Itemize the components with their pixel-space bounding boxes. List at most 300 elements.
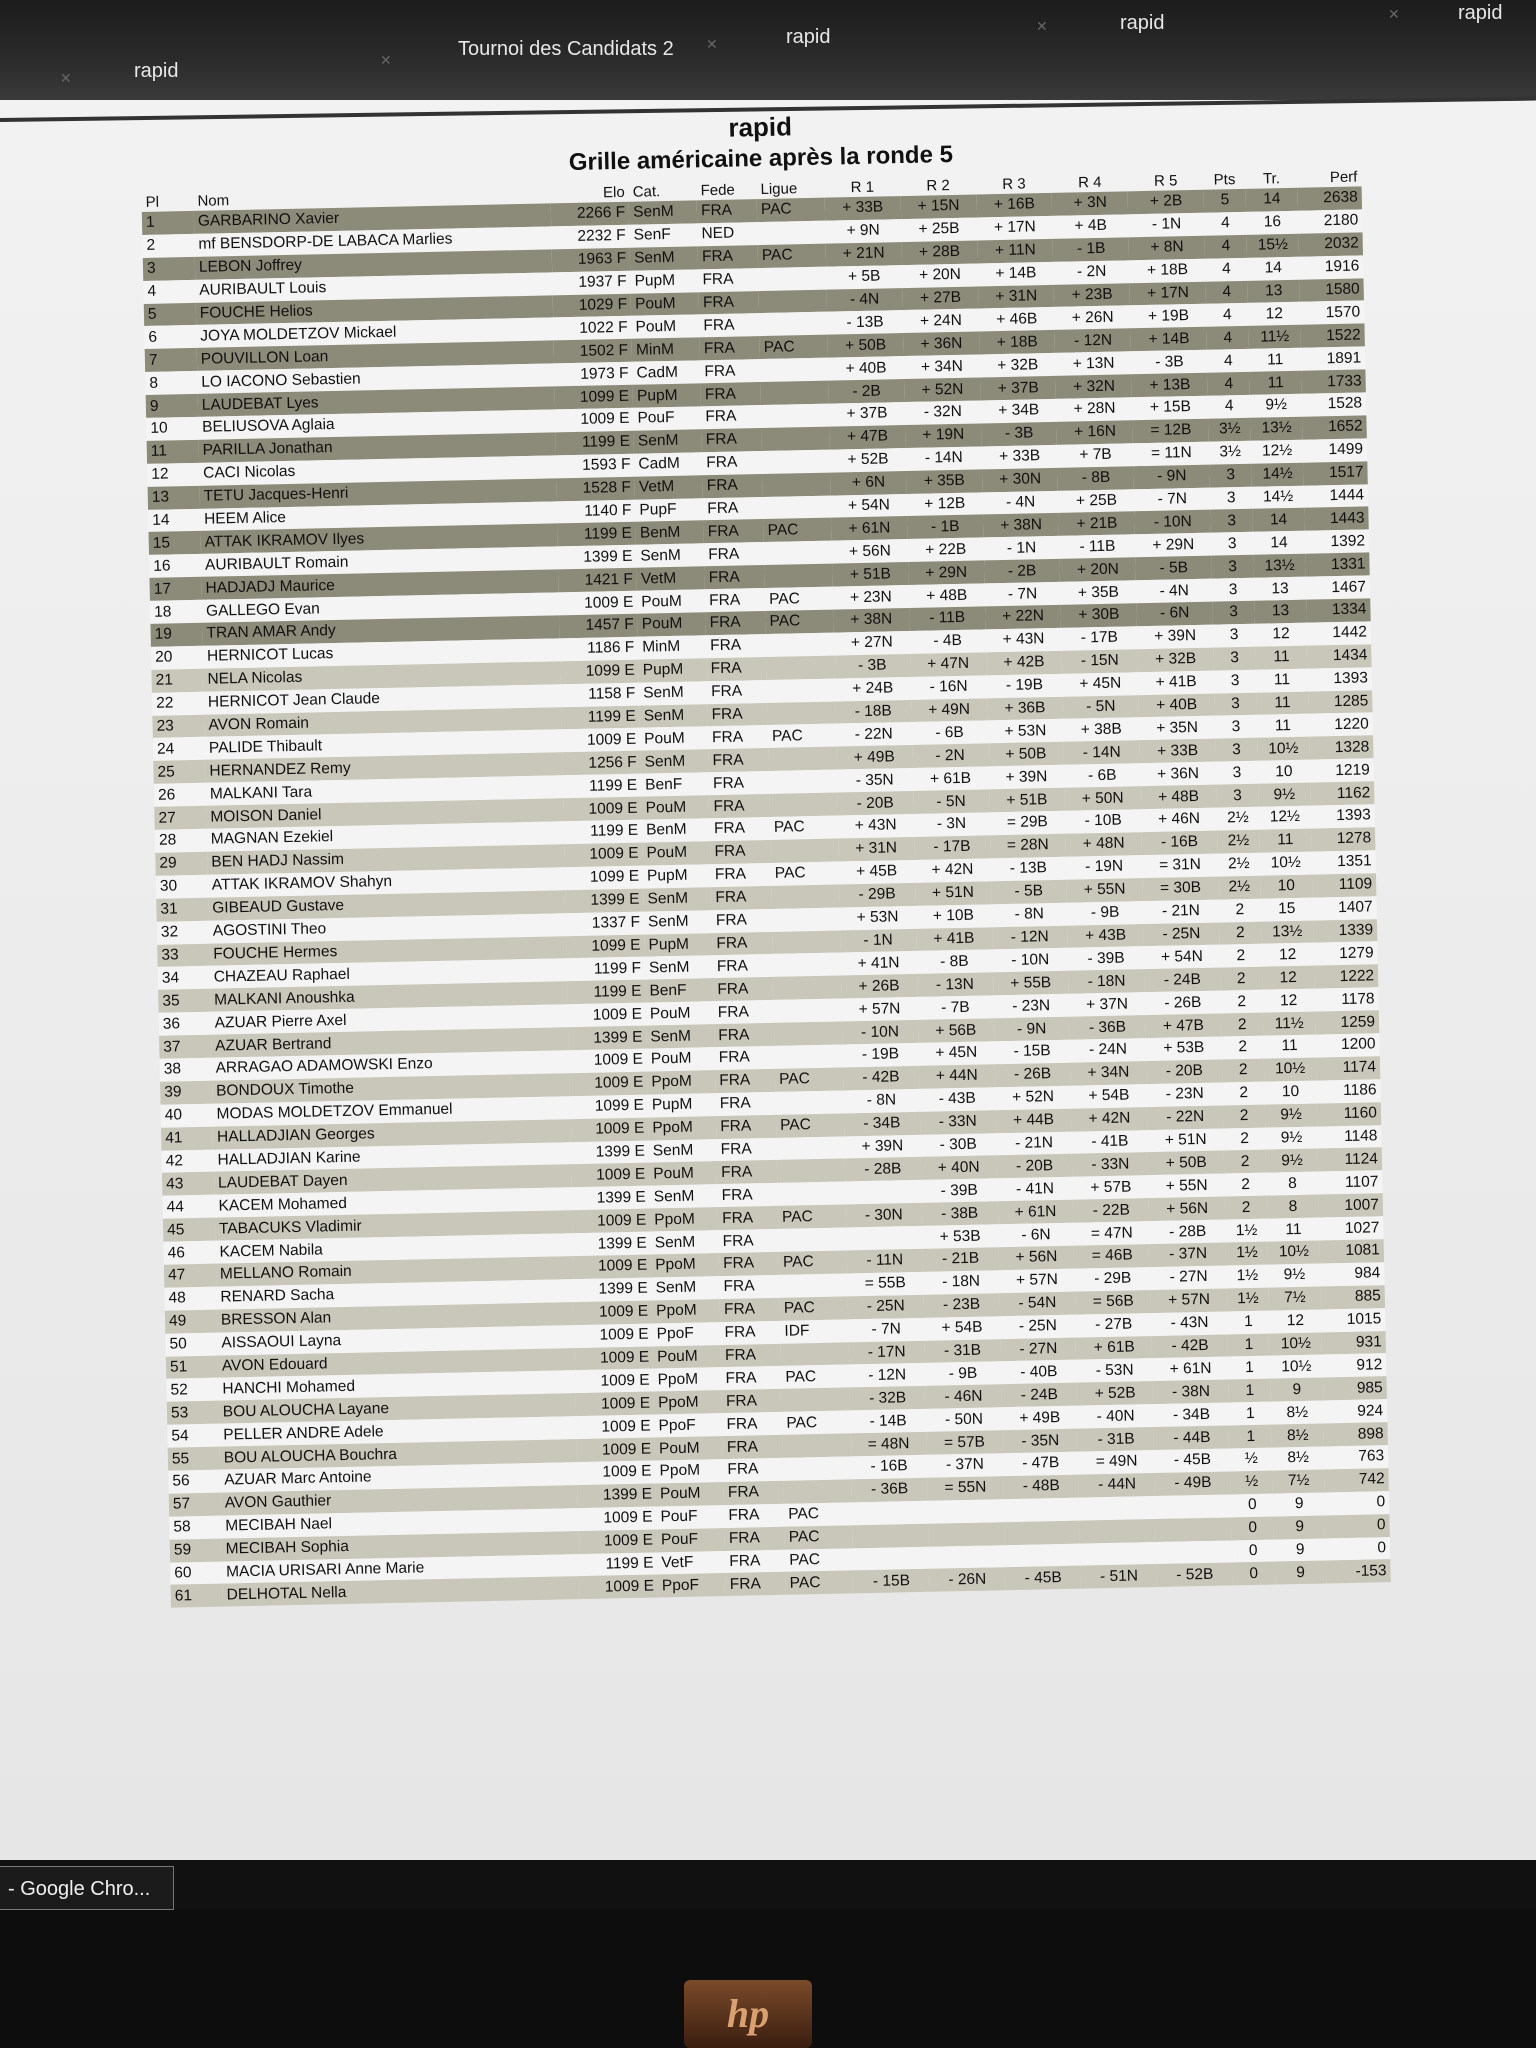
cell-r4: - 10B [1065, 809, 1141, 833]
cell-fede: FRA [699, 291, 759, 315]
cell-perf: 1186 [1316, 1079, 1380, 1103]
cell-r4: + 16N [1057, 420, 1133, 444]
cell-pl: 17 [149, 577, 201, 601]
cell-r3: - 21N [996, 1131, 1072, 1155]
cell-elo: 1099 E [570, 1094, 648, 1119]
cell-pts: 2 [1223, 1127, 1265, 1151]
cell-elo: 1937 F [553, 270, 631, 295]
cell-tr: 13 [1254, 577, 1306, 601]
cell-r4: - 15N [1062, 649, 1138, 673]
cell-elo: 1009 E [564, 843, 642, 868]
cell-elo: 1009 E [575, 1346, 653, 1371]
cell-r1: + 24B [835, 677, 911, 701]
cell-pl: 18 [150, 600, 202, 624]
cell-r2: + 61B [912, 767, 988, 791]
cell-pts: 0 [1233, 1562, 1275, 1586]
cell-pl: 46 [163, 1241, 215, 1265]
cell-cat: PpoM [651, 1253, 719, 1277]
cell-r4: - 24N [1070, 1038, 1146, 1062]
cell-pl: 55 [168, 1447, 220, 1471]
cell-nom: LAUDEBAT Dayen [214, 1165, 572, 1195]
cell-r3: + 61N [997, 1200, 1073, 1224]
cell-tr: 15½ [1247, 234, 1299, 258]
cell-fede: FRA [717, 1183, 777, 1207]
cell-fede: FRA [724, 1481, 784, 1505]
cell-cat: SenM [644, 910, 712, 934]
cell-nom: AGOSTINI Theo [209, 913, 567, 943]
cell-pts: 3 [1210, 486, 1252, 510]
cell-r2: - 16N [910, 675, 986, 699]
cell-r4: + 35B [1060, 580, 1136, 604]
cell-elo: 1199 E [579, 1552, 657, 1577]
cell-tr: 12 [1248, 302, 1300, 326]
cell-r4 [1080, 1542, 1156, 1566]
cell-pl: 61 [171, 1584, 223, 1608]
cell-perf: 2180 [1298, 209, 1362, 233]
cell-fede: FRA [703, 497, 763, 521]
cell-r3: + 38N [983, 513, 1059, 537]
cell-r2: + 47N [910, 652, 986, 676]
cell-elo: 1337 F [566, 911, 644, 936]
cell-pts: ½ [1230, 1448, 1272, 1472]
cell-r1: - 7N [848, 1317, 924, 1341]
cell-nom: CACI Nicolas [199, 455, 557, 485]
standings-table [141, 166, 1390, 1608]
cell-pts: 2 [1224, 1173, 1266, 1197]
cell-elo: 1199 E [564, 820, 642, 845]
cell-cat: SenM [649, 1139, 717, 1163]
cell-nom: AVON Edouard [218, 1348, 576, 1378]
cell-elo: 1399 E [558, 545, 636, 570]
cell-r2: - 30B [920, 1133, 996, 1157]
cell-r2: - 32N [905, 400, 981, 424]
cell-r3: - 24B [1001, 1383, 1077, 1407]
cell-r4: - 9B [1067, 901, 1143, 925]
cell-fede: FRA [705, 611, 765, 635]
cell-pts: 4 [1204, 212, 1246, 236]
cell-pl: 6 [144, 325, 196, 349]
cell-r4: + 23B [1054, 283, 1130, 307]
cell-r4: + 61B [1076, 1336, 1152, 1360]
document-subtitle: Grille américaine après la ronde 5 [568, 140, 954, 177]
cell-elo: 1009 E [575, 1323, 653, 1348]
cell-r4: - 5N [1063, 695, 1139, 719]
cell-r1: - 10N [842, 1020, 918, 1044]
taskbar-chrome-button[interactable]: - Google Chro... [0, 1866, 174, 1910]
cell-elo: 1009 E [569, 1049, 647, 1074]
cell-fede: FRA [719, 1275, 779, 1299]
cell-cat: SenM [634, 429, 702, 453]
cell-r4: + 13N [1055, 352, 1131, 376]
cell-r4: - 40N [1078, 1404, 1154, 1428]
cell-ligue [782, 1388, 850, 1412]
cell-r5: - 28B [1150, 1220, 1226, 1244]
cell-r4: - 33N [1072, 1153, 1148, 1177]
cell-pl: 11 [147, 440, 199, 464]
cell-pl: 10 [146, 417, 198, 441]
cell-tr: 12½ [1251, 440, 1303, 464]
cell-pl: 28 [155, 829, 207, 853]
cell-pl: 54 [167, 1424, 219, 1448]
cell-nom: BELIUSOVA Aglaia [198, 409, 556, 439]
cell-elo: 1099 E [565, 865, 643, 890]
cell-nom: MAGNAN Ezekiel [207, 821, 565, 851]
cell-nom: AURIBAULT Romain [201, 547, 559, 577]
cell-ligue: PAC [785, 1571, 853, 1595]
cell-nom: ATTAK IKRAMOV Shahyn [208, 867, 566, 897]
cell-pts: 3½ [1209, 418, 1251, 442]
cell-pts: 2 [1224, 1150, 1266, 1174]
cell-perf: 742 [1324, 1468, 1388, 1492]
cell-perf: 1393 [1311, 804, 1375, 828]
cell-fede: FRA [721, 1366, 781, 1390]
cell-cat: PpoF [658, 1573, 726, 1597]
cell-fede: FRA [719, 1252, 779, 1276]
cell-tr: 12 [1262, 989, 1314, 1013]
cell-r4: + 48N [1066, 832, 1142, 856]
cell-r2: + 48B [909, 584, 985, 608]
cell-nom: HERNICOT Lucas [203, 638, 561, 668]
cell-ligue: PAC [778, 1205, 846, 1229]
cell-perf: 763 [1324, 1445, 1388, 1469]
cell-nom: DELHOTAL Nella [222, 1577, 580, 1607]
cell-pl: 49 [165, 1309, 217, 1333]
cell-r1: - 30N [846, 1203, 922, 1227]
cell-r5: - 26B [1145, 991, 1221, 1015]
cell-cat: PpoM [650, 1207, 718, 1231]
cell-pts: 3 [1216, 784, 1258, 808]
cell-r1: + 45B [838, 860, 914, 884]
cell-nom: TETU Jacques-Henri [199, 478, 557, 508]
cell-pl: 38 [160, 1058, 212, 1082]
cell-r4: - 11B [1059, 535, 1135, 559]
cell-r3: - 5B [991, 879, 1067, 903]
cell-nom: KACEM Nabila [215, 1233, 573, 1263]
cell-fede: FRA [704, 542, 764, 566]
cell-pl: 13 [148, 486, 200, 510]
cell-fede: FRA [714, 1000, 774, 1024]
cell-pl: 59 [170, 1538, 222, 1562]
cell-r4: + 25B [1058, 489, 1134, 513]
cell-r5: + 32B [1138, 647, 1214, 671]
cell-r5: + 18B [1129, 258, 1205, 282]
cell-r4: - 29B [1075, 1267, 1151, 1291]
cell-r4: + 26N [1055, 306, 1131, 330]
cell-r2: - 9B [925, 1362, 1001, 1386]
cell-elo: 1399 E [565, 888, 643, 913]
cell-pl: 1 [142, 211, 194, 235]
column-header-cat: Cat. [632, 182, 661, 201]
cell-r2: + 36N [903, 332, 979, 356]
tab-close-icon[interactable]: ✕ [1036, 18, 1048, 34]
cell-r3: - 4N [982, 490, 1058, 514]
cell-r5: + 46N [1141, 808, 1217, 832]
cell-elo: 1009 E [568, 1003, 646, 1028]
cell-tr: 12 [1262, 943, 1314, 967]
cell-r3: + 56N [998, 1246, 1074, 1270]
cell-tr: 14½ [1251, 462, 1303, 486]
cell-pts: 3 [1210, 463, 1252, 487]
cell-r2: - 5N [913, 790, 989, 814]
cell-elo: 1009 E [571, 1163, 649, 1188]
cell-cat: SenM [639, 681, 707, 705]
cell-pts: 2½ [1217, 830, 1259, 854]
cell-nom: AZUAR Marc Antoine [220, 1462, 578, 1492]
cell-pts: 3 [1213, 624, 1255, 648]
cell-r2: - 6B [911, 721, 987, 745]
cell-r5: + 2B [1128, 190, 1204, 214]
cell-r1: + 37B [829, 402, 905, 426]
cell-r1: - 13B [827, 311, 903, 335]
cell-nom: FOUCHE Hermes [209, 936, 567, 966]
cell-r1 [845, 1180, 921, 1204]
cell-r2: + 22B [908, 538, 984, 562]
cell-perf: 985 [1323, 1376, 1387, 1400]
column-header-pts: Pts [1213, 170, 1236, 189]
cell-r5: - 34B [1153, 1403, 1229, 1427]
cell-elo: 1399 E [572, 1186, 650, 1211]
cell-ligue [761, 404, 829, 428]
cell-elo: 1399 E [568, 1026, 646, 1051]
cell-tr: 13½ [1261, 920, 1313, 944]
cell-pts: 4 [1208, 395, 1250, 419]
cell-cat: BenF [641, 772, 709, 796]
cell-r2: = 57B [926, 1430, 1002, 1454]
cell-ligue: PAC [780, 1296, 848, 1320]
cell-ligue [781, 1342, 849, 1366]
cell-ligue [769, 770, 837, 794]
cell-r4: + 28N [1056, 397, 1132, 421]
cell-r4: = 47N [1074, 1221, 1150, 1245]
cell-tr: 11½ [1249, 325, 1301, 349]
cell-perf: 1200 [1315, 1033, 1379, 1057]
cell-perf: 2032 [1299, 232, 1363, 256]
cell-nom: HALLADJIAN Georges [213, 1119, 571, 1149]
cell-r1: - 32B [850, 1386, 926, 1410]
cell-pts: 4 [1207, 326, 1249, 350]
cell-nom: GALLEGO Evan [202, 592, 560, 622]
cell-fede: FRA [718, 1206, 778, 1230]
cell-tr: 11 [1255, 645, 1307, 669]
cell-fede: FRA [699, 314, 759, 338]
cell-fede: FRA [697, 199, 757, 223]
cell-ligue [774, 1044, 842, 1068]
cell-r5: - 20B [1146, 1059, 1222, 1083]
cell-r5: + 13B [1132, 373, 1208, 397]
cell-cat: PouF [656, 1505, 724, 1529]
cell-nom: AZUAR Bertrand [211, 1027, 569, 1057]
cell-tr: 10½ [1257, 737, 1309, 761]
cell-elo: 1009 E [562, 728, 640, 753]
cell-tr: 14 [1252, 508, 1304, 532]
cell-pl: 58 [169, 1515, 221, 1539]
cell-pts: 3 [1216, 761, 1258, 785]
cell-perf: 0 [1325, 1514, 1389, 1538]
cell-pts: 2 [1219, 898, 1261, 922]
cell-fede: FRA [720, 1320, 780, 1344]
cell-r5: - 25N [1143, 922, 1219, 946]
cell-tr: 10½ [1268, 1241, 1320, 1265]
cell-r1: + 50B [827, 333, 903, 357]
tab-rapid-1[interactable]: rapid [134, 60, 179, 82]
cell-cat: SenM [651, 1230, 719, 1254]
cell-elo: 1009 E [576, 1415, 654, 1440]
cell-r1: + 56N [832, 539, 908, 563]
cell-r3 [1004, 1497, 1080, 1521]
cell-fede: FRA [725, 1549, 785, 1573]
cell-r3: - 27N [1000, 1337, 1076, 1361]
tab-tournoi-des-candidats[interactable]: Tournoi des Candidats 2 [458, 38, 674, 60]
cell-r2: + 10B [915, 904, 991, 928]
cell-pts: 2 [1223, 1104, 1265, 1128]
cell-perf: 984 [1320, 1262, 1384, 1286]
cell-r1: + 49B [836, 745, 912, 769]
cell-r5: - 6N [1137, 602, 1213, 626]
cell-r4: = 56B [1075, 1290, 1151, 1314]
cell-pts: 4 [1205, 258, 1247, 282]
cell-tr: 11 [1267, 1218, 1319, 1242]
cell-r1: - 14B [850, 1409, 926, 1433]
cell-perf: 1916 [1299, 255, 1363, 279]
cell-ligue [772, 930, 840, 954]
cell-fede: FRA [701, 382, 761, 406]
cell-fede: FRA [700, 336, 760, 360]
cell-cat: PupM [644, 933, 712, 957]
cell-r1: - 2B [828, 379, 904, 403]
cell-r2: + 25B [901, 217, 977, 241]
cell-perf: 1259 [1315, 1010, 1379, 1034]
cell-tr: 9 [1274, 1515, 1326, 1539]
cell-elo: 1502 F [554, 339, 632, 364]
cell-r1: + 40B [828, 356, 904, 380]
cell-fede: FRA [718, 1229, 778, 1253]
cell-elo: 1399 E [574, 1277, 652, 1302]
tab-rapid-3[interactable]: rapid [1120, 12, 1165, 34]
cell-fede: FRA [702, 428, 762, 452]
cell-r2: + 12B [907, 492, 983, 516]
cell-perf: 1178 [1314, 987, 1378, 1011]
cell-r3: + 52N [995, 1085, 1071, 1109]
cell-elo: 1186 F [560, 637, 638, 662]
cell-nom: HANCHI Mohamed [218, 1371, 576, 1401]
cell-pl: 12 [147, 463, 199, 487]
cell-pts: 3 [1211, 555, 1253, 579]
cell-pts: 3 [1213, 647, 1255, 671]
cell-perf: 1279 [1313, 942, 1377, 966]
cell-cat: PouM [637, 589, 705, 613]
cell-cat: PpoF [654, 1413, 722, 1437]
cell-pl: 60 [170, 1561, 222, 1585]
cell-cat: SenM [639, 704, 707, 728]
cell-perf: 1148 [1317, 1125, 1381, 1149]
cell-r3: - 26B [994, 1063, 1070, 1087]
cell-r1: = 55B [847, 1272, 923, 1296]
cell-r3: - 13B [990, 857, 1066, 881]
cell-r4: + 38B [1063, 718, 1139, 742]
cell-r3: + 57N [999, 1269, 1075, 1293]
cell-nom: ATTAK IKRAMOV Ilyes [200, 524, 558, 554]
cell-cat: PpoF [652, 1322, 720, 1346]
cell-pts: 0 [1232, 1516, 1274, 1540]
cell-r1: - 16B [851, 1455, 927, 1479]
cell-ligue [766, 633, 834, 657]
cell-r2: = 55N [927, 1476, 1003, 1500]
cell-pts: 2 [1221, 1013, 1263, 1037]
cell-r5: = 30B [1142, 876, 1218, 900]
cell-r5: - 21N [1143, 899, 1219, 923]
tab-rapid-2[interactable]: rapid [786, 26, 831, 48]
cell-pl: 14 [148, 508, 200, 532]
cell-ligue: PAC [785, 1525, 853, 1549]
cell-r1: - 42B [843, 1066, 919, 1090]
cell-r1: - 20B [837, 791, 913, 815]
cell-nom: AZUAR Pierre Axel [210, 1004, 568, 1034]
cell-elo: 1099 E [561, 659, 639, 684]
cell-nom: BONDOUX Timothe [212, 1073, 570, 1103]
cell-pts: 2 [1225, 1196, 1267, 1220]
cell-nom: FOUCHE Helios [196, 295, 554, 325]
cell-cat: PupM [648, 1093, 716, 1117]
cell-tr: 13½ [1253, 554, 1305, 578]
cell-r5: - 3B [1131, 350, 1207, 374]
cell-cat: PupM [633, 383, 701, 407]
cell-r1 [852, 1501, 928, 1525]
cell-fede: FRA [714, 1023, 774, 1047]
cell-fede: FRA [704, 565, 764, 589]
cell-r5: + 33B [1139, 739, 1215, 763]
cell-r1: - 11N [847, 1249, 923, 1273]
tab-close-icon[interactable]: ✕ [60, 70, 72, 86]
cell-r1: + 6N [830, 471, 906, 495]
tab-rapid-4[interactable]: rapid [1458, 2, 1503, 24]
cell-r2: - 4B [910, 629, 986, 653]
cell-cat: PouM [656, 1482, 724, 1506]
cell-pts: 4 [1207, 349, 1249, 373]
cell-nom: CHAZEAU Raphael [209, 959, 567, 989]
tab-close-icon[interactable]: ✕ [706, 36, 718, 52]
tab-close-icon[interactable]: ✕ [1388, 6, 1400, 22]
cell-ligue: PAC [757, 198, 825, 222]
cell-cat: PouM [631, 315, 699, 339]
cell-pts: 1½ [1225, 1219, 1267, 1243]
cell-pl: 7 [145, 348, 197, 372]
cell-perf: 1444 [1304, 484, 1368, 508]
cell-pts: ½ [1231, 1470, 1273, 1494]
cell-ligue [762, 449, 830, 473]
cell-fede: FRA [705, 588, 765, 612]
cell-nom: ARRAGAO ADAMOWSKI Enzo [211, 1050, 569, 1080]
cell-tr: 10 [1258, 760, 1310, 784]
column-header-perf: Perf [1329, 168, 1358, 186]
cell-tr: 10½ [1270, 1355, 1322, 1379]
cell-r4: + 20N [1060, 557, 1136, 581]
cell-r4: + 34N [1070, 1061, 1146, 1085]
cell-perf: 1467 [1306, 575, 1370, 599]
cell-perf: 1219 [1310, 759, 1374, 783]
cell-pts: 4 [1208, 372, 1250, 396]
cell-pl: 48 [164, 1287, 216, 1311]
tab-close-icon[interactable]: ✕ [380, 52, 392, 68]
cell-r3: - 40B [1001, 1360, 1077, 1384]
cell-ligue [757, 221, 825, 245]
cell-nom: BOU ALOUCHA Layane [219, 1393, 577, 1423]
cell-r1: + 33B [825, 196, 901, 220]
cell-nom: MODAS MOLDETZOV Emmanuel [212, 1096, 570, 1126]
cell-r4: - 12N [1055, 329, 1131, 353]
cell-r3 [1004, 1520, 1080, 1544]
cell-ligue: PAC [765, 587, 833, 611]
cell-pts: 1½ [1226, 1242, 1268, 1266]
